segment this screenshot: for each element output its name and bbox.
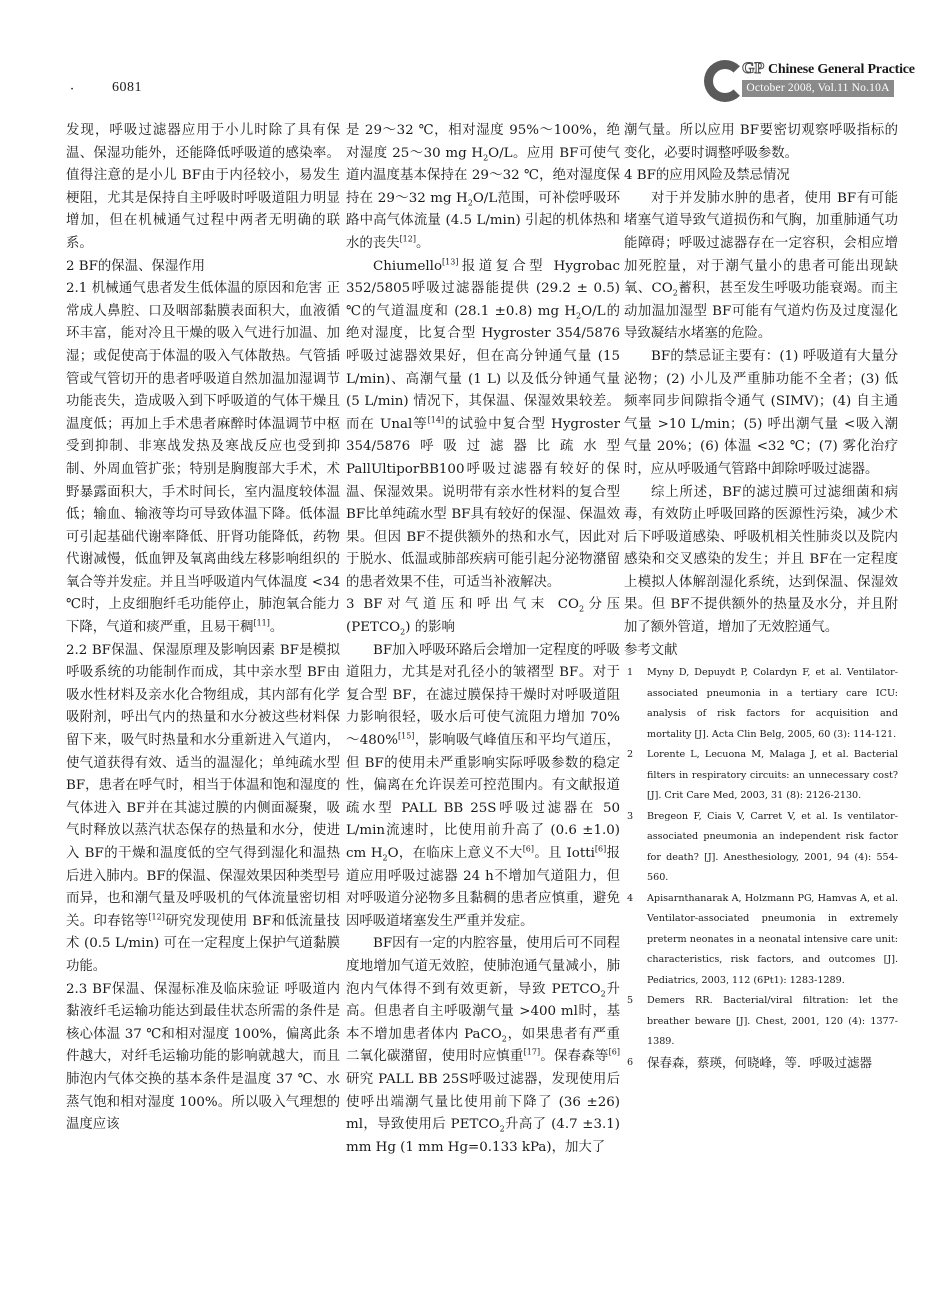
reference-item: 6 保春森，蔡瑛，何晓峰，等．呼吸过滤器	[627, 1054, 873, 1070]
reference-item: 3 Bregeon F, Ciais V, Carret V, et al. Is ventilator-associated pneumonia an independent risk factor for death? [J]. Anesthesiology, 2001, 94 (4): 554-560.	[627, 810, 898, 884]
journal-logo-icon	[704, 60, 746, 102]
paragraph: 2.2 BF保温、保湿原理及影响因素 BF是模拟呼吸系统的功能制作而成，其中亲水型 BF由吸水性材料及亲水化合物组成，其内部有化学吸附剂，呼出气内的热量和水分被这些材料保留下来，吸气时热量和水分重新进入气道内，使气道获得有效、适当的温湿化；单纯疏水型 BF，患者在呼气时，相当于体温和饱和湿度的气体进入 BF并在其滤过膜的内侧面凝聚，吸气时释放以蒸汽状态保存的热量和水分，使进入 BF的干燥和温度低的空气得到湿化和温热后进入肺内。BF的保温、保湿效果因种类型号而异，也和潮气量及呼吸机的气体流量密切相关。印春铭等[12]研究发现使用 BF和低流量技术 (0.5 L/min) 可在一定程度上保护气道黏膜功能。	[66, 642, 341, 974]
paragraph: 2.1 机械通气患者发生低体温的原因和危害 正常成人鼻腔、口及咽部黏膜表面积大，血液循环丰富，能对冷且干燥的吸入气进行加温、加湿；或促使高于体温的吸入气体散热。气管插管或气管切开的患者呼吸道自然加温加湿调节功能丧失，造成吸入到下呼吸道的气体干燥且温度低；再加上手术患者麻醉时体温调节中枢受到抑制、非寒战发热及寒战反应也受到抑制、外周血管扩张；特别是胸腹部大手术，术野暴露面积大，手术时间长，室内温度较体温低；输血、输液等均可导致体温下降。低体温可引起基础代谢率降低、肝肾功能降低，药物代谢减慢，低血钾及氧离曲线左移影响组织的氧合等并发症。并且当呼吸道内气体温度 <34 ℃时，上皮细胞纤毛功能停止，肺泡氧合能力下降，气道和痰严重，且易干稠[11]。	[66, 281, 340, 636]
section-heading-3: 3 BF对气道压和呼出气末 $CO_2$分压 $(PETCO_2)$ 的影响	[346, 597, 621, 637]
reference-item: 4 Apisarnthanarak A, Holzmann PG, Hamvas A, et al. Ventilator-associated pneumonia in extremely preterm neonates in a neonatal intensive care unit: characteristics, risk factors, and outcomes [J]. Pediatrics, 2003, 112 (6Pt1): 1283-1289.	[627, 892, 898, 986]
header-dot: ·	[70, 82, 75, 97]
journal-logo-letters: GP	[742, 60, 765, 77]
citation: [14]	[427, 415, 445, 425]
paragraph: BF加入呼吸环路后会增加一定程度的呼吸道阻力，尤其是对孔径小的皱褶型 BF。对于复合型 BF，在滤过膜保持干燥时对呼吸道阻力影响很轻，吸水后可使气流阻力增加 70%～480%[15]，影响吸气峰值压和平均气道压，但 BF的使用未严重影响实际呼吸参数的稳定性，偏离在允许误差可控范围内。有文献报道疏水型 PALL BB 25S呼吸过滤器在 50 L/min流速时，比使用前升高了 (0.6 ±1.0) cm $H_2O$，在临床上意义不大[6]。且 Iotti[6]报道应用呼吸过滤器 24 h不增加气道阻力，但对呼吸道分泌物多且黏稠的患者应慎重，避免因呼吸道堵塞发生严重并发症。	[346, 642, 620, 929]
paragraph: 对于并发肺水肿的患者，使用 BF有可能堵塞气道导致气道损伤和气胸，加重肺通气功能障碍；呼吸过滤器存在一定容积，会相应增加死腔量，对于潮气量小的患者可能出现缺氧、$CO_2$蓄积，甚至发生呼吸功能衰竭。而主动加温加湿型 BF可能有气道灼伤及过度湿化导致凝结水堵塞的危险。	[624, 190, 898, 342]
section-heading-4: 4 BF的应用风险及禁忌情况	[624, 168, 790, 184]
page-header	[0, 0, 950, 118]
issue-banner: October 2008, Vol.11 No.10A	[742, 80, 894, 97]
paragraph: BF的禁忌证主要有：(1) 呼吸道有大量分泌物；(2) 小儿及严重肺功能不全者；(3) 低频率同步间隙指令通气 (SIMV)；(4) 自主通气量 >10 L/min；(5) 呼出潮气量 <吸入潮气量 20%；(6) 体温 <32 ℃；(7) 雾化治疗时，应从呼吸通气管路中卸除呼吸过滤器。	[624, 348, 898, 477]
paragraph: 2.3 BF保温、保湿标准及临床验证 呼吸道内黏液纤毛运输功能达到最佳状态所需的条件是核心体温 37 ℃和相对湿度 100%，偏离此条件越大，对纤毛运输功能的影响就越大，而且肺泡内气体交换的基本条件是温度 37 ℃、水蒸气饱和相对湿度 100%。所以吸入气理想的温度应该	[66, 981, 340, 1133]
citation: [6]	[594, 844, 607, 854]
column-1	[66, 120, 340, 1137]
citation: [15]	[398, 731, 415, 741]
paragraph: Chiumello[13]报道复合型 Hygrobac 352/5805呼吸过滤器能提供 (29.2 ± 0.5) ℃的气道温度和 (28.1 ±0.8) mg $H_2O/L$的绝对湿度，比复合型 Hygroster 354/5876呼吸过滤器效果好，但在高分钟通气量 (15 L/min)、高潮气量 (1 L) 以及低分钟通气量 (5 L/min) 情况下，其保温、保湿效果较差。而在 Unal等[14]的试验中复合型 Hygroster 354/5876呼吸过滤器比疏水型 PallUltiporBB100呼吸过滤器有较好的保温、保湿效果。说明带有亲水性材料的复合型 BF比单纯疏水型 BF具有较好的保湿、保温效果。但因 BF不提供额外的热和水气，因此对于脱水、低温或肺部疾病可能引起分泌物潴留的患者效果不佳，可适当补液解决。	[346, 257, 621, 590]
citation: [6]	[608, 1047, 621, 1057]
reference-item: 5 Demers RR. Bacterial/viral filtration: let the breather beware [J]. Chest, 2001, 120 (4): 1377-1389.	[627, 995, 898, 1048]
paragraph: 是 29～32 ℃，相对湿度 95%～100%，绝对湿度 25～30 mg $H_2O/L$。应用 BF可使气道内温度基本保持在 29～32 ℃，绝对湿度保持在 29～32 mg $H_2O/L$范围，可补偿呼吸环路中高气体流量 (4.5 L/min) 引起的机体热和水的丧失[12]。	[346, 123, 620, 251]
paragraph: BF因有一定的内腔容量，使用后可不同程度地增加气道无效腔，使肺泡通气量减小，肺泡内气体得不到有效更新，导致 $PETCO_2$升高。但患者自主呼吸潮气量 >400 ml时，基本不增加患者体内 PaCO$_2$，如果患者有严重二氧化碳潴留，使用时应慎重[17]。保春森等[6]研究 PALL BB 25S呼吸过滤器，发现使用后使呼出端潮气量比使用前下降了 (36 ±26) ml，导致使用后 $PETCO_2$升高了 (4.7 ±3.1) mm Hg (1 mm Hg=0.133 kPa)，加大了	[346, 936, 621, 1155]
reference-list	[624, 663, 898, 1073]
reference-item: 1 Myny D, Depuydt P, Colardyn F, et al. Ventilator-associated pneumonia in a tertiary care ICU: analysis of risk factors for acquisition and mortality [J]. Acta Clin Belg, 2005, 60 (3): 114-121.	[627, 667, 898, 740]
column-3	[624, 120, 898, 1073]
citation: [6]	[522, 844, 535, 854]
paragraph: 发现，呼吸过滤器应用于小儿时除了具有保温、保湿功能外，还能降低呼吸道的感染率。值得注意的是小儿 BF由于内径较小，易发生梗阻，尤其是保持自主呼吸时呼吸道阻力明显增加，但在机械通气过程中两者无明确的联系。	[66, 123, 340, 251]
page-number: 6081	[112, 80, 142, 95]
citation: [11]	[253, 618, 270, 628]
journal-name: Chinese General Practice	[768, 62, 915, 77]
reference-item: 2 Lorente L, Lecuona M, Malaga J, et al. Bacterial filters in respiratory circuits: an unnecessary cost? [J]. Crit Care Med, 2003, 31 (8): 2126-2130.	[627, 749, 898, 802]
citation: [13]	[442, 257, 459, 267]
section-heading-2: 2 BF的保温、保湿作用	[66, 258, 206, 274]
paragraph: 综上所述，BF的滤过膜可过滤细菌和病毒，有效防止呼吸回路的医源性污染，减少术后下呼吸道感染、呼吸机相关性肺炎以及院内感染和交叉感染的发生；并且 BF在一定程度上模拟人体解剖湿化系统，达到保温、保湿效果。但 BF不提供额外的热量及水分，并且附加了额外管道，增加了无效腔通气。	[624, 484, 898, 636]
paragraph: 潮气量。所以应用 BF要密切观察呼吸指标的变化，必要时调整呼吸参数。	[624, 123, 898, 161]
references-title: 参考文献	[624, 642, 678, 658]
citation: [12]	[399, 234, 416, 244]
citation: [12]	[148, 912, 165, 922]
column-2	[346, 120, 620, 1159]
citation: [17]	[523, 1047, 541, 1057]
